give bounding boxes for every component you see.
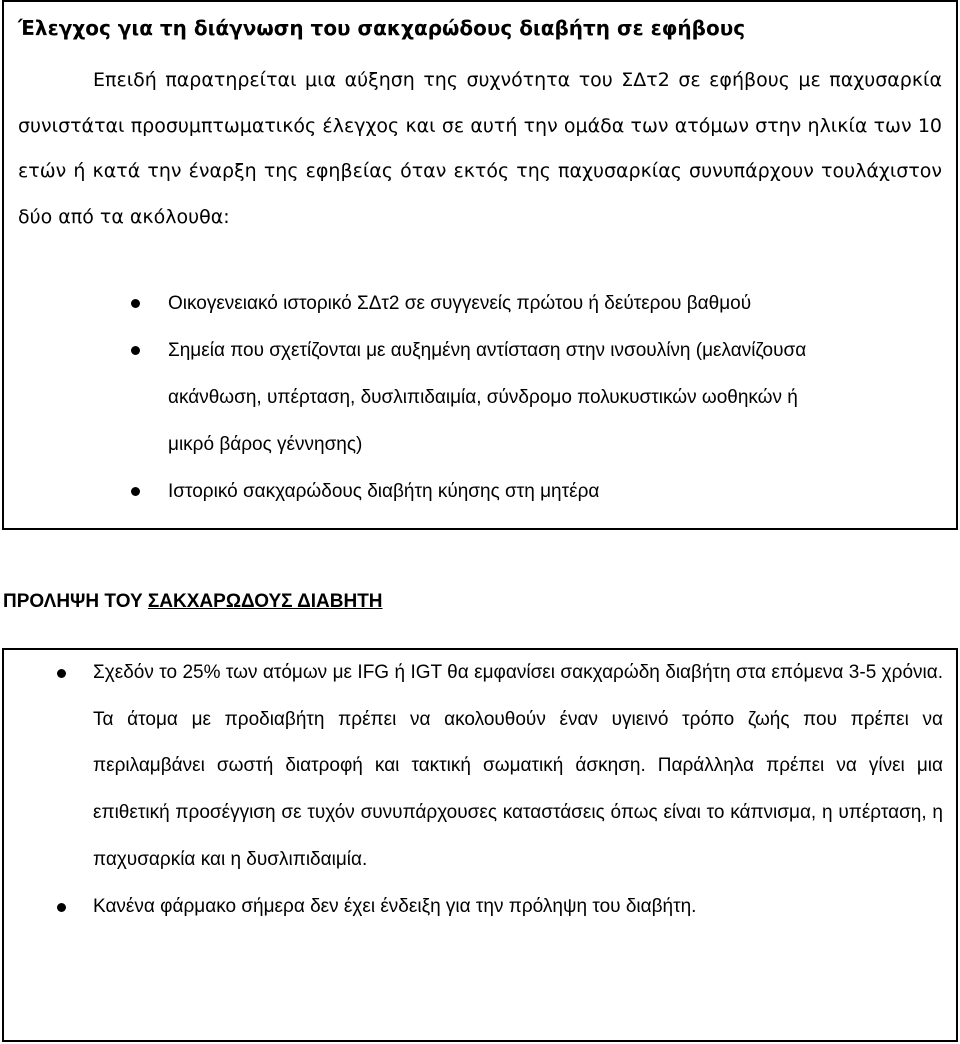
prevention-heading-part2: ΣΑΚΧΑΡΩΔΟΥΣ ΔΙΑΒΗΤΗ xyxy=(147,591,383,612)
prevention-item-text: Σχεδόν το 25% των ατόμων με IFG ή IGT θα εμφανίσει σακχαρώδη διαβήτη στα επόμενα 3-5 χρόνια. Τα άτομα με προδιαβήτη πρέπει να ακολουθούν έναν υγιεινό τρόπο ζωής που πρέπει να περιλαμβάνει σωστή διατροφή και τακτική σωματική άσκηση. Παράλληλα πρέπει να γίνει μια επιθετική προσέγγιση σε τυχόν συνυπάρχουσες καταστάσεις όπως είναι το κάπνισμα, η υπέρταση, η παχυσαρκία και η δυσλιπιδαιμία. xyxy=(93,662,943,870)
criteria-list xyxy=(131,280,831,515)
criteria-item-text: Ιστορικό σακχαρώδους διαβήτη κύησης στη μητέρα xyxy=(168,481,600,502)
criteria-item xyxy=(131,468,831,515)
prevention-item xyxy=(57,884,943,931)
screening-title: Έλεγχος για τη διάγνωση του σακχαρώδους διαβήτη σε εφήβους xyxy=(18,16,746,40)
prevention-item xyxy=(57,650,943,884)
prevention-list xyxy=(57,650,943,930)
screening-intro: Επειδή παρατηρείται μια αύξηση της συχνότητα του ΣΔτ2 σε εφήβους με παχυσαρκία συνιστάται προσυμπτωματικός έλεγχος και σε αυτή την ομάδα των ατόμων στην ηλικία των 10 ετών ή κατά την έναρξη της εφηβείας όταν εκτός της παχυσαρκίας συνυπάρχουν τουλάχιστον δύο από τα ακόλουθα: xyxy=(18,69,942,229)
prevention-heading xyxy=(3,588,383,616)
criteria-item xyxy=(131,280,831,327)
bullet-icon xyxy=(57,669,66,678)
bullet-icon xyxy=(131,487,140,496)
prevention-item-text: Κανένα φάρμακο σήμερα δεν έχει ένδειξη για την πρόληψη του διαβήτη. xyxy=(93,895,697,917)
criteria-item-text: Οικογενειακό ιστορικό ΣΔτ2 σε συγγενείς πρώτου ή δεύτερου βαθμού xyxy=(168,293,752,314)
criteria-item xyxy=(131,327,831,468)
bullet-icon xyxy=(131,346,140,355)
criteria-item-text: Σημεία που σχετίζονται με αυξημένη αντίσταση στην ινσουλίνη (μελανίζουσα ακάνθωση, υπέρταση, δυσλιπιδαιμία, σύνδρομο πολυκυστικών ωοθηκών ή μικρό βάρος γέννησης) xyxy=(168,340,807,455)
bullet-icon xyxy=(131,299,140,308)
bullet-icon xyxy=(57,903,66,912)
prevention-heading-part1: ΠΡΟΛΗΨΗ ΤΟΥ xyxy=(3,591,148,612)
